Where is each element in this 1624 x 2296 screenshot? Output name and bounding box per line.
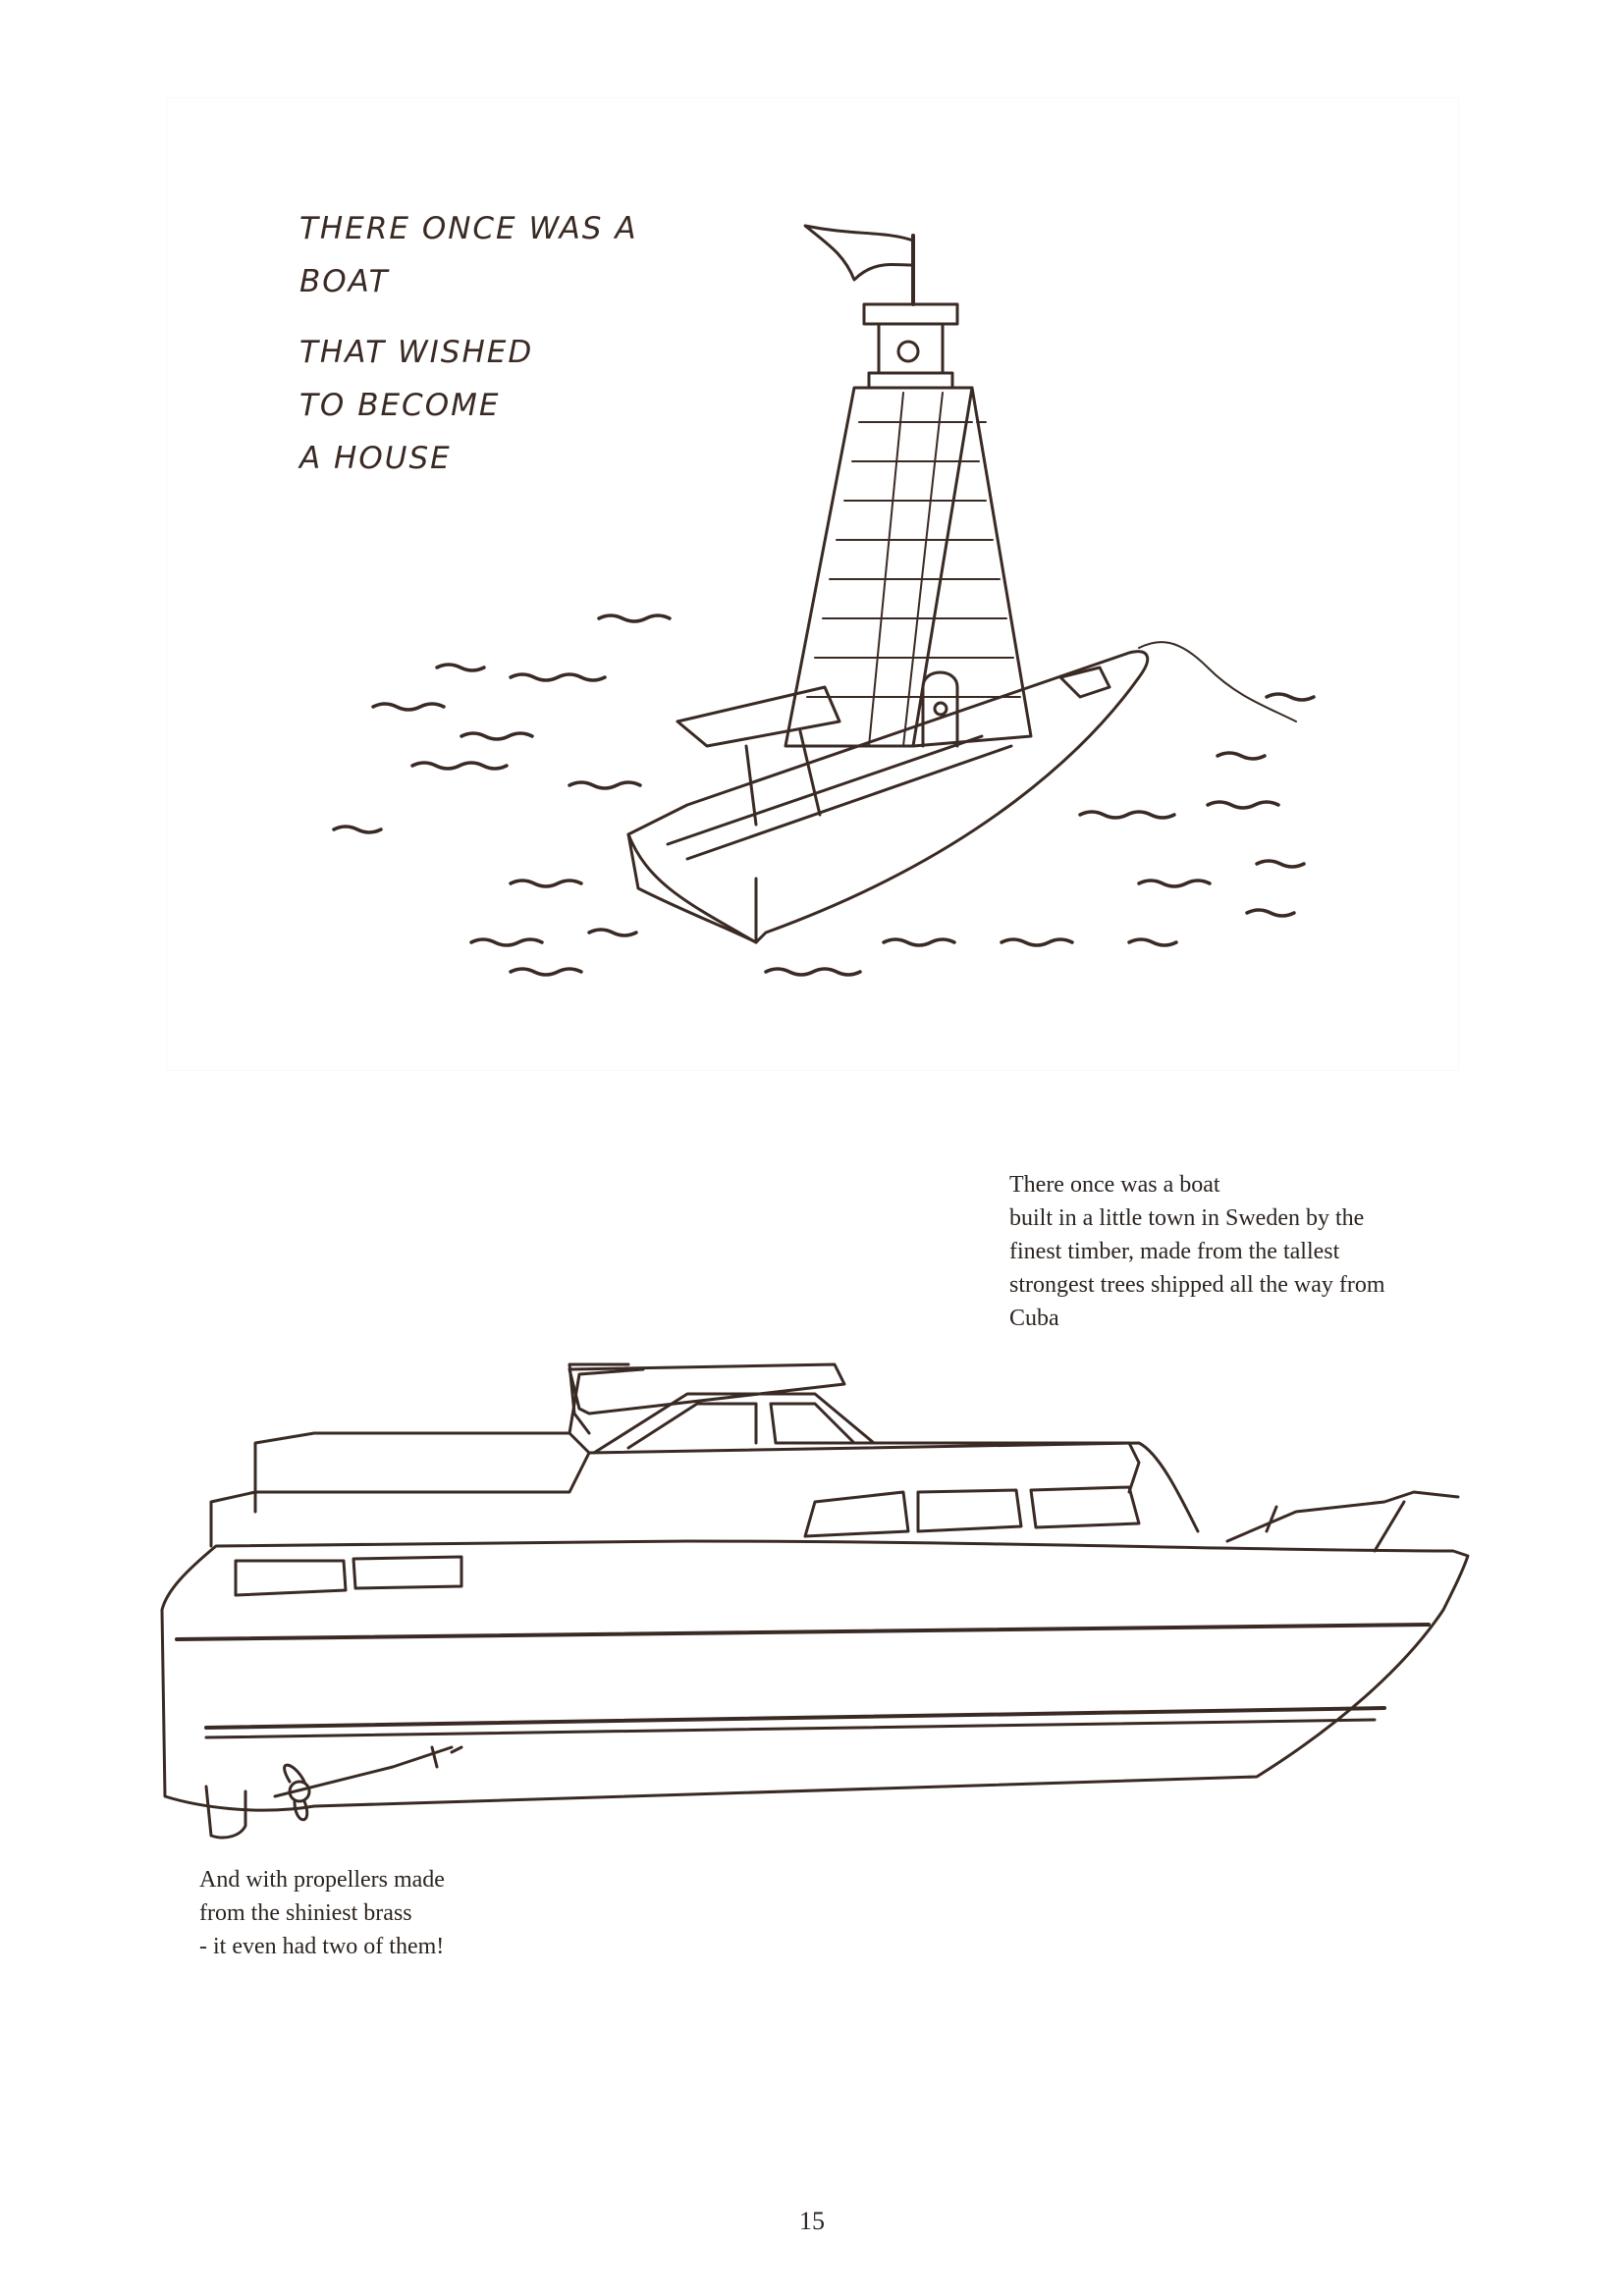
caption-line: - it even had two of them! xyxy=(199,1934,445,1959)
caption-line: strongest trees shipped all the way from xyxy=(1009,1272,1385,1298)
title-line: TO BECOME xyxy=(299,388,501,423)
caption-line: There once was a boat xyxy=(1009,1172,1220,1198)
caption-bottom xyxy=(199,1863,592,1963)
caption-line: from the shiniest brass xyxy=(199,1900,412,1926)
handwritten-title xyxy=(299,211,712,497)
title-line: THERE ONCE WAS A xyxy=(299,211,638,246)
title-line: BOAT xyxy=(299,264,390,299)
caption-top xyxy=(1009,1168,1471,1335)
title-line: A HOUSE xyxy=(299,441,452,476)
caption-line: built in a little town in Sweden by the xyxy=(1009,1205,1365,1231)
caption-line: And with propellers made xyxy=(199,1867,445,1893)
page-number: 15 xyxy=(799,2207,825,2235)
caption-line: Cuba xyxy=(1009,1306,1059,1331)
caption-line: finest timber, made from the tallest xyxy=(1009,1239,1340,1264)
title-line: THAT WISHED xyxy=(299,335,534,370)
